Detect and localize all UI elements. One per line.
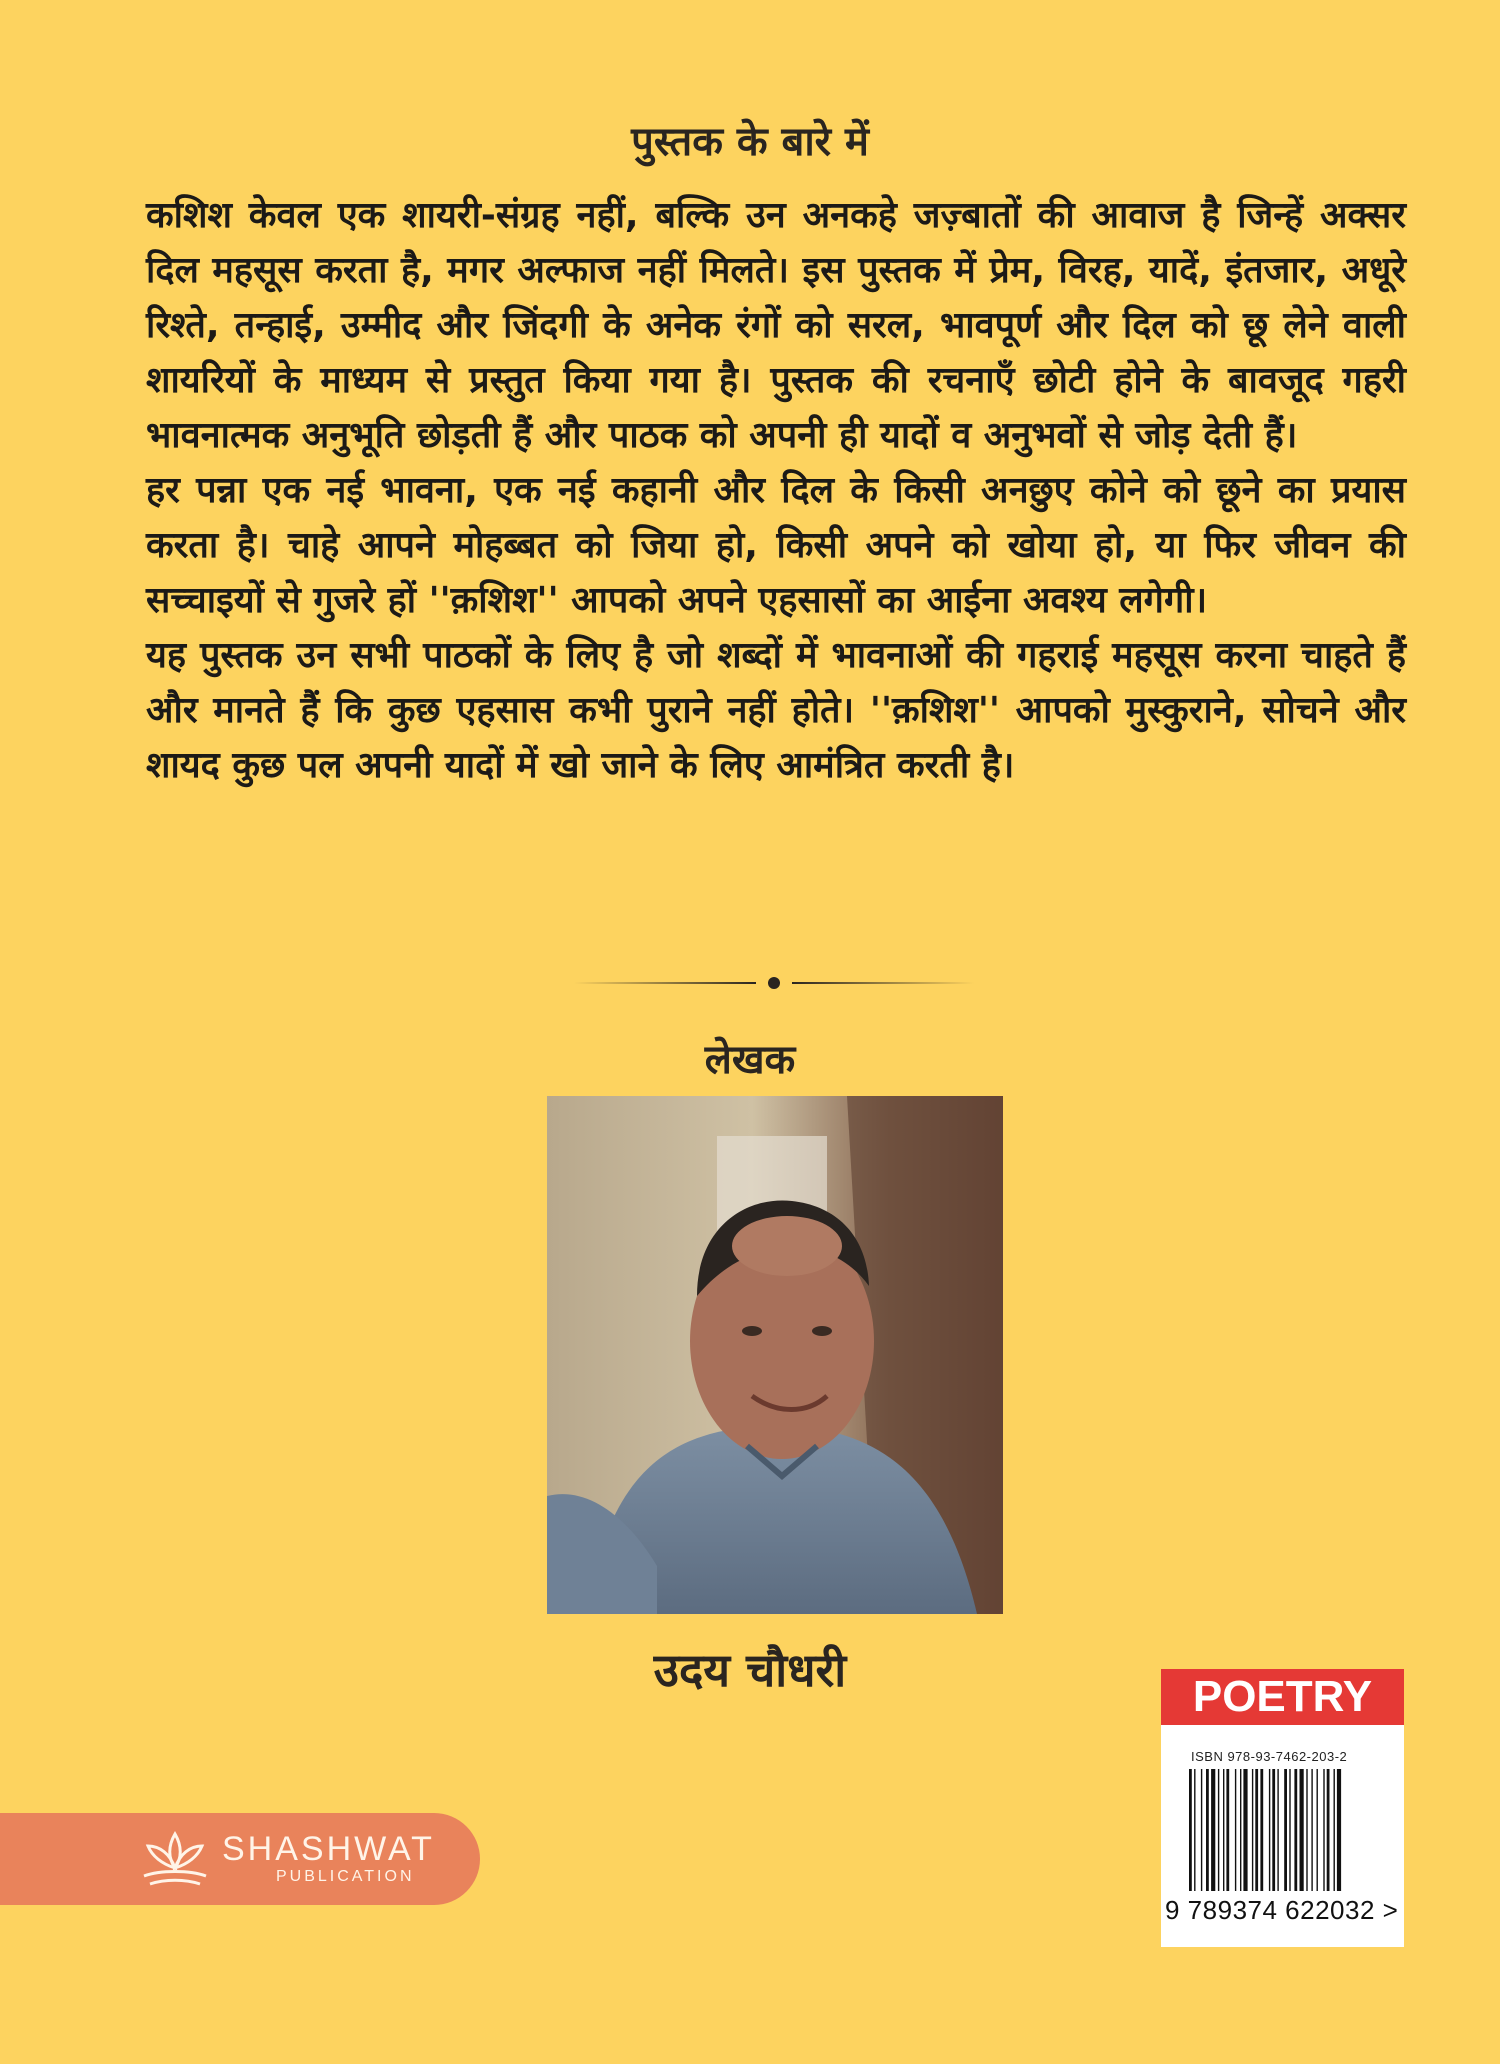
about-book-heading: पुस्तक के बारे में [631, 119, 869, 165]
publisher-name: SHASHWAT [222, 1830, 435, 1868]
author-photo [547, 1096, 1003, 1614]
description-paragraph: हर पन्ना एक नई भावना, एक नई कहानी और दिल के किसी अनछुए कोने को छूने का प्रयास करता है। चाहे आपने मोहब्बत को जिया हो, किसी अपने को खोया हो, या फिर जीवन की सच्चाइयों से गुजरे हों ''क़शिश'' आपको अपने एहसासों का आईना अवश्य लगेगी। [146, 470, 1406, 621]
publisher-subtitle: PUBLICATION [276, 1868, 415, 1885]
isbn-barcode [1161, 1725, 1404, 1947]
ornamental-divider [574, 976, 974, 990]
barcode-digits: 9 789374 622032 > [1165, 1895, 1399, 1925]
book-description [146, 188, 1406, 793]
genre-tag: POETRY [1161, 1669, 1404, 1725]
isbn-label: ISBN 978-93-7462-203-2 [1191, 1749, 1348, 1764]
lotus-icon [140, 1828, 210, 1892]
author-heading: लेखक [704, 1037, 796, 1083]
author-name: उदय चौधरी [653, 1643, 847, 1697]
description-paragraph: कशिश केवल एक शायरी-संग्रह नहीं, बल्कि उन अनकहे जज़्बातों की आवाज है जिन्हें अक्सर दिल महसूस करता है, मगर अल्फाज नहीं मिलते। इस पुस्तक में प्रेम, विरह, यादें, इंतजार, अधूरे रिश्ते, तन्हाई, उम्मीद और जिंदगी के अनेक रंगों को सरल, भावपूर्ण और दिल को छू लेने वाली शायरियों के माध्यम से प्रस्तुत किया गया है। पुस्तक की रचनाएँ छोटी होने के बावजूद गहरी भावनात्मक अनुभूति छोड़ती हैं और पाठक को अपनी ही यादों व अनुभवों से जोड़ देती हैं। [146, 195, 1406, 456]
description-paragraph: यह पुस्तक उन सभी पाठकों के लिए है जो शब्दों में भावनाओं की गहराई महसूस करना चाहते हैं और मानते हैं कि कुछ एहसास कभी पुराने नहीं होते। ''क़शिश'' आपको मुस्कुराने, सोचने और शायद कुछ पल अपनी यादों में खो जाने के लिए आमंत्रित करती है। [146, 635, 1406, 786]
barcode-bars [1189, 1769, 1379, 1891]
